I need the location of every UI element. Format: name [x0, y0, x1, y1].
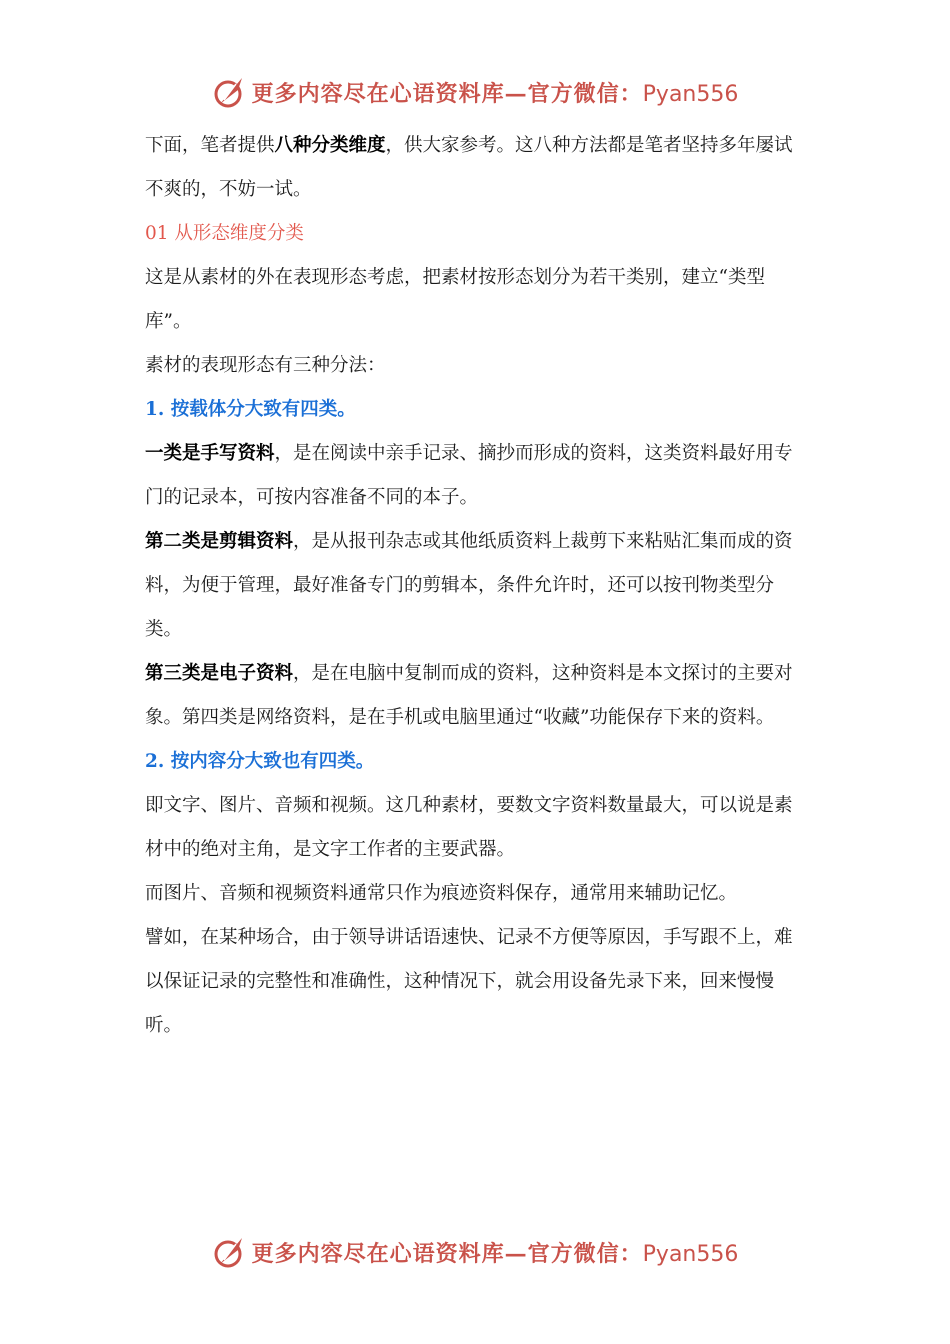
quill-logo-icon — [212, 1234, 248, 1270]
footer-banner — [0, 1232, 950, 1272]
paragraph-example: 譬如，在某种场合，由于领导讲话语速快、记录不方便等原因，手写跟不上，难以保证记录的完整性和准确性，这种情况下，就会用设备先录下来，回来慢慢听。 — [145, 927, 793, 1036]
paragraph-three-methods: 素材的表现形态有三种分法： — [145, 355, 386, 376]
subheading-carrier: 1. 按载体分大致有四类。 — [145, 399, 356, 420]
paragraph-clippings: 第二类是剪辑资料，是从报刊杂志或其他纸质资料上裁剪下来粘贴汇集而成的资料，为便于管理，最好准备专门的剪辑本，条件允许时，还可以按刊物类型分类。 — [145, 531, 793, 640]
paragraph-trace-material: 而图片、音频和视频资料通常只作为痕迹资料保存，通常用来辅助记忆。 — [145, 883, 738, 904]
quill-logo-icon — [212, 74, 248, 110]
section-heading: 01 从形态维度分类 — [145, 223, 304, 244]
subheading-content: 2. 按内容分大致也有四类。 — [145, 751, 375, 772]
footer-banner-text: 更多内容尽在心语资料库—官方微信：Pyan556 — [251, 1240, 739, 1267]
paragraph-type-library: 这是从素材的外在表现形态考虑，把素材按形态划分为若干类别，建立“类型库”。 — [145, 267, 765, 332]
paragraph-electronic: 第三类是电子资料，是在电脑中复制而成的资料，这种资料是本文探讨的主要对象。第四类是网络资料，是在手机或电脑里通过“收藏”功能保存下来的资料。 — [145, 663, 793, 728]
paragraph-handwritten: 一类是手写资料，是在阅读中亲手记录、摘抄而形成的资料，这类资料最好用专门的记录本，可按内容准备不同的本子。 — [145, 443, 793, 508]
paragraph-intro: 下面，笔者提供八种分类维度，供大家参考。这八种方法都是笔者坚持多年屡试不爽的，不妨一试。 — [145, 135, 793, 200]
header-banner-text: 更多内容尽在心语资料库—官方微信：Pyan556 — [251, 80, 739, 107]
paragraph-media-types: 即文字、图片、音频和视频。这几种素材，要数文字资料数量最大，可以说是素材中的绝对主角，是文字工作者的主要武器。 — [145, 795, 793, 860]
document-body — [145, 124, 810, 1048]
header-banner — [0, 72, 950, 112]
